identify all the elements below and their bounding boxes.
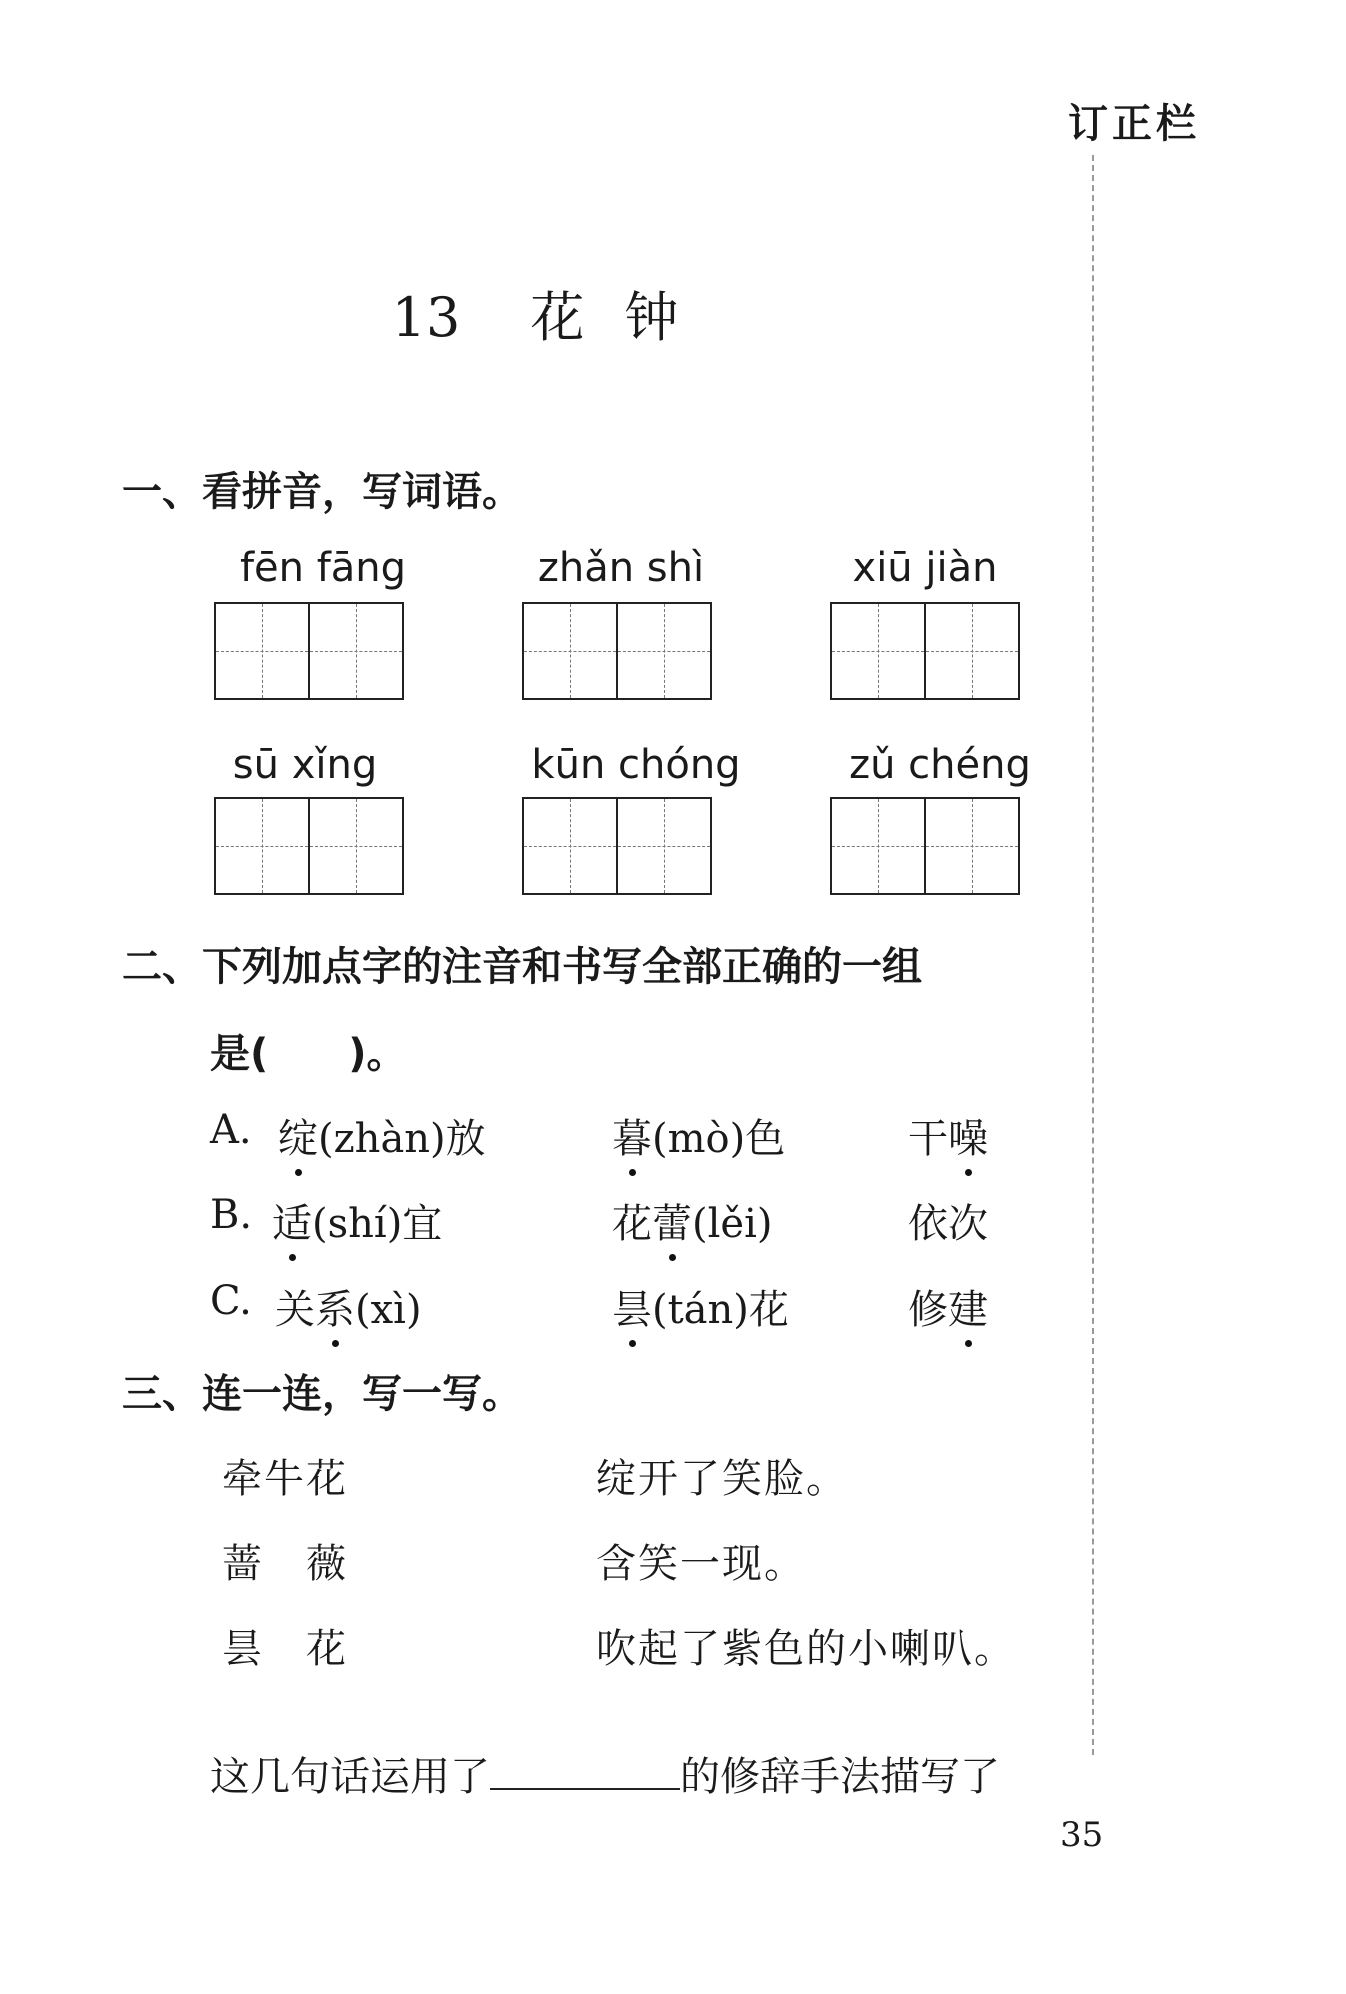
match-left-item[interactable]: 昙 花 (222, 1626, 348, 1672)
option-c-word-3: 修建 (908, 1278, 988, 1335)
writing-grid[interactable] (830, 797, 1020, 895)
section3-heading: 三、连一连，写一写。 (122, 1371, 522, 1417)
match-right-item[interactable]: 含笑一现。 (596, 1541, 806, 1587)
lesson-number: 13 (391, 286, 461, 349)
option-a-word-1: 绽(zhàn)放 (278, 1107, 486, 1164)
option-a-word-2: 暮(mò)色 (612, 1107, 785, 1164)
pinyin-label: sū xǐng (232, 742, 378, 788)
option-b-word-2: 花蕾(lěi) (612, 1192, 772, 1249)
option-b-label: B. (210, 1192, 253, 1238)
option-c-word-1: 关系(xì) (275, 1278, 422, 1335)
pinyin-label: zǔ chéng (849, 742, 1031, 788)
option-b-word-3: 依次 (908, 1201, 988, 1247)
pinyin-label: zhǎn shì (537, 545, 705, 591)
writing-grid[interactable] (522, 602, 712, 700)
option-a-word-3: 干噪 (908, 1107, 988, 1164)
match-left-item[interactable]: 蔷 薇 (222, 1541, 348, 1587)
match-right-item[interactable]: 绽开了笑脸。 (596, 1456, 848, 1502)
correction-column-label: 订正栏 (1068, 101, 1200, 147)
option-b-word-1: 适(shí)宜 (272, 1192, 442, 1249)
writing-grid[interactable] (522, 797, 712, 895)
pinyin-label: fēn fāng (239, 545, 407, 591)
fill-in-sentence: 这几句话运用了 的修辞手法描写了 (210, 1754, 1000, 1800)
option-c-word-2: 昙(tán)花 (612, 1278, 789, 1335)
writing-grid[interactable] (214, 797, 404, 895)
title-word-1: 花 (530, 286, 585, 349)
section1-heading: 一、看拼音，写词语。 (122, 469, 522, 515)
match-left-item[interactable]: 牵牛花 (222, 1456, 348, 1502)
page-number: 35 (1060, 1815, 1104, 1855)
section2-heading-answer: 是( )。 (210, 1031, 407, 1077)
option-a-label: A. (210, 1107, 252, 1153)
page-title (0, 275, 1090, 352)
writing-grid[interactable] (830, 602, 1020, 700)
section2-heading: 二、下列加点字的注音和书写全部正确的一组 (122, 944, 922, 990)
title-word-2: 钟 (624, 286, 679, 349)
correction-column-divider (1092, 155, 1094, 1755)
match-right-item[interactable]: 吹起了紫色的小喇叭。 (596, 1626, 1016, 1672)
answer-blank[interactable] (490, 1754, 680, 1790)
pinyin-label: kūn chóng (531, 742, 741, 788)
pinyin-label: xiū jiàn (852, 545, 998, 591)
writing-grid[interactable] (214, 602, 404, 700)
option-c-label: C. (210, 1278, 252, 1324)
